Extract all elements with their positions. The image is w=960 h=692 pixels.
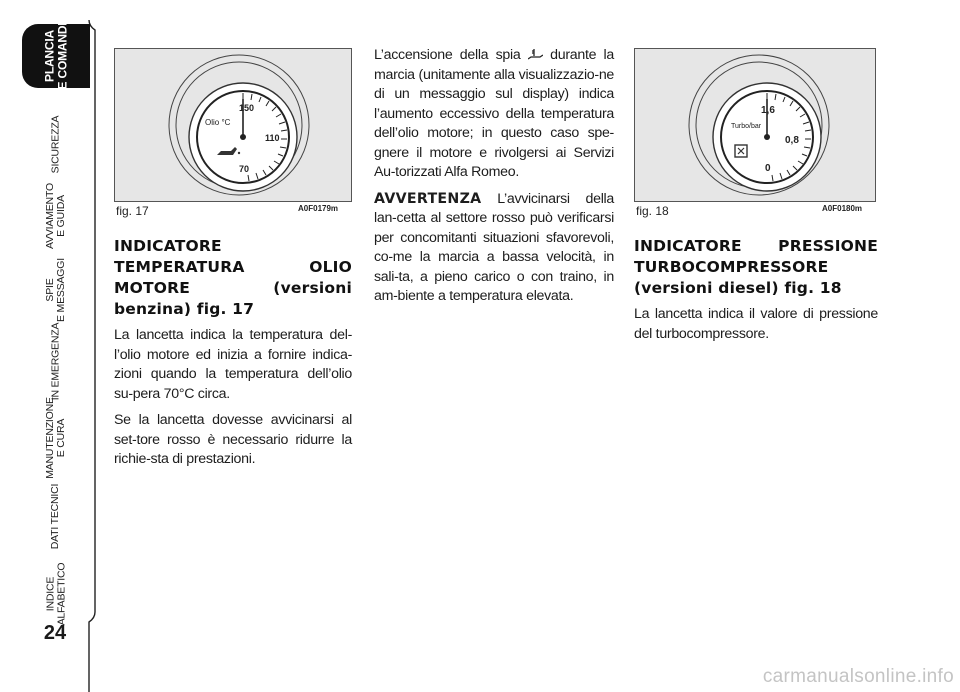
figure-18-caption: fig. 18 [636, 204, 669, 218]
tab-dati-tecnici[interactable]: DATI TECNICI [49, 483, 62, 549]
tab-indice-alfabetico[interactable]: INDICE ALFABETICO [44, 562, 67, 626]
tab-sicurezza[interactable]: SICUREZZA [49, 115, 62, 173]
paragraph-oil-temperature-2: Se la lancetta dovesse avvicinarsi al set-tore rosso è necessario ridurre la richie-sta di prestazioni. [114, 412, 352, 467]
section-heading-turbo-pressure: INDICATORE PRESSIONE TURBOCOMPRESSORE (versioni diesel) fig. 18 [634, 237, 878, 297]
gauge-tick-70: 70 [239, 164, 250, 174]
figure-18-turbo-gauge [634, 48, 876, 202]
tab-spie-e-messaggi[interactable]: SPIE E MESSAGGI [44, 258, 67, 322]
turbo-pressure-gauge-illustration [635, 49, 875, 201]
tab-in-emergenza[interactable]: IN EMERGENZA [49, 322, 62, 400]
gauge-tick-1-6: 1,6 [761, 105, 775, 116]
gauge-unit-label: Turbo/bar [731, 123, 762, 130]
gauge-tick-0-8: 0,8 [785, 135, 799, 146]
gauge-tick-0: 0 [765, 163, 771, 174]
paragraph-warning-light: L’accensione della spia durante la marcia (unitamente alla visualizzazio-ne di un messaggio sul display) indica l’aumento eccessivo della temperatura dell’olio motore; in questo caso spe-gnere il motore e rivolgersi ai Servizi Au-torizzati Alfa Romeo. [374, 47, 614, 180]
tab-manutenzione-e-cura[interactable]: MANUTENZIONE E CURA [44, 397, 68, 479]
paragraph-avvertenza: AVVERTENZA L’avvicinarsi della lan-cetta al settore rosso può verificarsi per concomitanti situazioni sfavorevoli, co-me la marcia a bassa velocità, in sali-ta, a pieno carico o con traino, in am-biente a temperatura elevata. [374, 190, 614, 304]
gauge-unit-label: Olio °C [205, 118, 231, 127]
section-heading-oil-temperature: INDICATORE TEMPERATURA OLIO MOTORE (versioni benzina) fig. 17 [114, 237, 352, 318]
figure-18-code: A0F0180m [822, 204, 863, 213]
watermark: carmanualsonline.info [762, 666, 954, 687]
tab-avviamento-e-guida[interactable]: AVVIAMENTO E GUIDA [43, 183, 67, 249]
figure-17-oil-gauge [114, 48, 352, 202]
oil-temperature-gauge-illustration [115, 49, 351, 201]
column-oil-temperature [114, 236, 352, 477]
figure-17-code: A0F0179m [298, 204, 339, 213]
oil-temperature-warning-icon [528, 48, 543, 60]
gauge-tick-110: 110 [265, 133, 280, 143]
column-turbo-pressure [634, 236, 878, 351]
avvertenza-label: AVVERTENZA [374, 190, 482, 207]
figure-17-caption: fig. 17 [116, 204, 149, 218]
paragraph-turbo-pressure: La lancetta indica il valore di pressione del turbocompressore. [634, 306, 878, 342]
gauge-tick-150: 150 [239, 103, 255, 113]
paragraph-oil-temperature-1: La lancetta indica la temperatura del-l’olio motore ed inizia a fornire indica-zioni quando la temperatura dell’olio su-pera 70°C circa. [114, 327, 352, 402]
column-warning-light [374, 46, 614, 314]
tab-plancia-e-comandi[interactable]: PLANCIA E COMANDI [22, 24, 90, 88]
page-number: 24 [43, 622, 67, 644]
